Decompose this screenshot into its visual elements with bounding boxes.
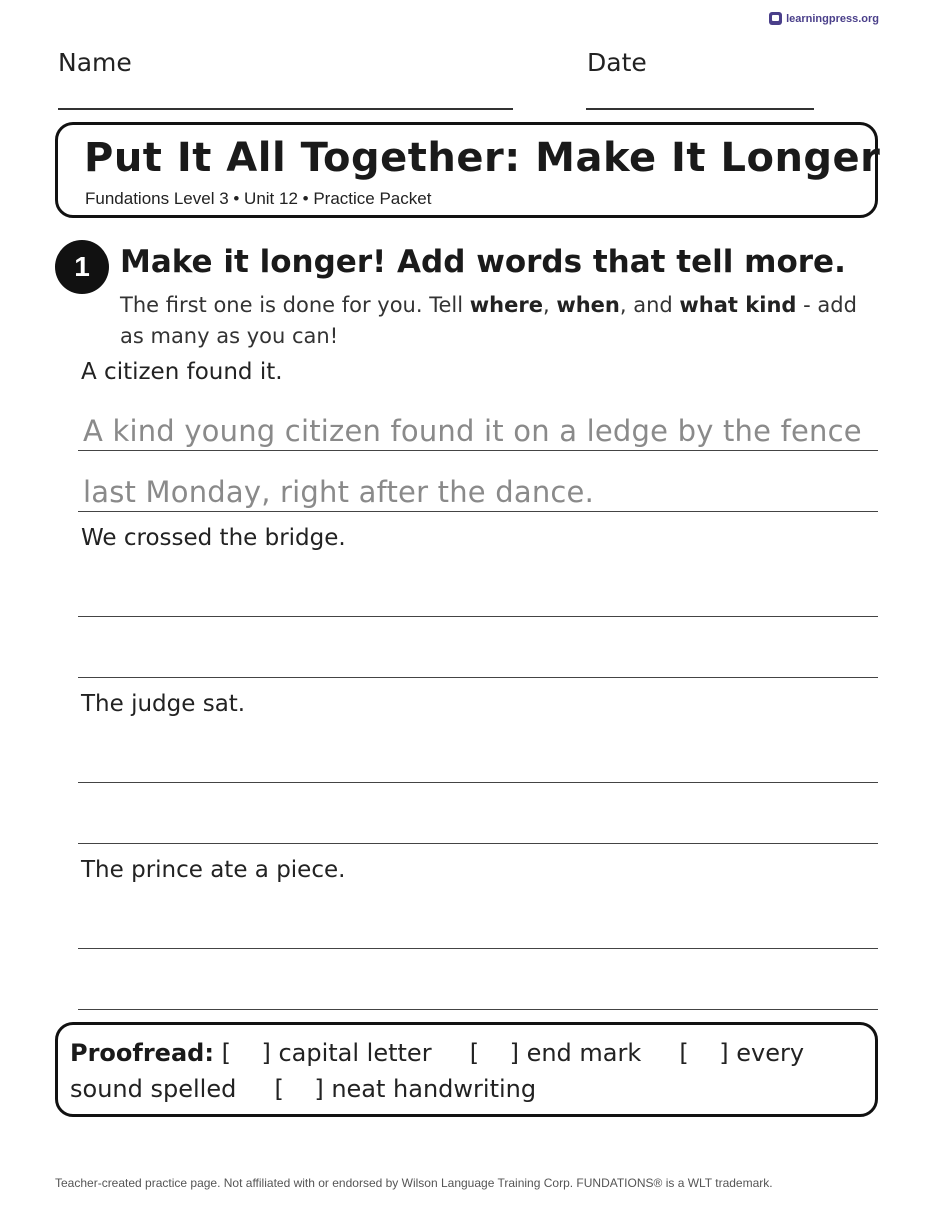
writing-line: [78, 511, 878, 512]
writing-line[interactable]: [78, 843, 878, 844]
proofread-items[interactable]: [ ] capital letter [ ] end mark [ ] every sound spelled [ ] neat handwriting: [70, 1039, 812, 1103]
name-line: [58, 108, 513, 110]
proofread-box: [55, 1022, 878, 1117]
page-subtitle: Fundations Level 3 • Unit 12 • Practice Packet: [85, 189, 432, 208]
name-label: Name: [58, 48, 132, 77]
brand-logo: [769, 12, 879, 25]
sentence-prompt: A citizen found it.: [81, 359, 283, 385]
instruction-text: - add as many as you can!: [120, 293, 857, 348]
question-number-badge: 1: [55, 240, 109, 294]
sentence-prompt: We crossed the bridge.: [81, 525, 346, 551]
instruction-separator: ,: [542, 293, 557, 317]
question-heading: Make it longer! Add words that tell more.: [120, 244, 846, 280]
instruction-separator: , and: [619, 293, 680, 317]
question-instructions: [120, 290, 865, 352]
example-answer-line: last Monday, right after the dance.: [83, 475, 595, 509]
instruction-text: The first one is done for you. Tell: [120, 293, 470, 317]
date-label: Date: [587, 48, 647, 77]
writing-line[interactable]: [78, 677, 878, 678]
writing-line[interactable]: [78, 616, 878, 617]
book-icon: [769, 12, 782, 25]
sentence-prompt: The prince ate a piece.: [81, 857, 346, 883]
writing-line[interactable]: [78, 1009, 878, 1010]
keyword-where: where: [469, 293, 543, 317]
writing-line[interactable]: [78, 782, 878, 783]
keyword-when: when: [556, 293, 620, 317]
keyword-what-kind: what kind: [679, 293, 797, 317]
footer-disclaimer: Teacher-created practice page. Not affiliated with or endorsed by Wilson Language Training Corp. FUNDATIONS® is a WLT trademark.: [55, 1176, 773, 1190]
example-answer-line: A kind young citizen found it on a ledge by the fence: [83, 414, 862, 448]
title-box: [55, 122, 881, 218]
brand-text: learningpress.org: [786, 12, 879, 25]
sentence-prompt: The judge sat.: [81, 691, 246, 717]
writing-line[interactable]: [78, 948, 878, 949]
proofread-checklist: [70, 1035, 870, 1107]
writing-line: [78, 450, 878, 451]
proofread-label: Proofread:: [70, 1039, 214, 1067]
page-title: Put It All Together: Make It Longer: [84, 135, 881, 181]
date-line: [586, 108, 814, 110]
